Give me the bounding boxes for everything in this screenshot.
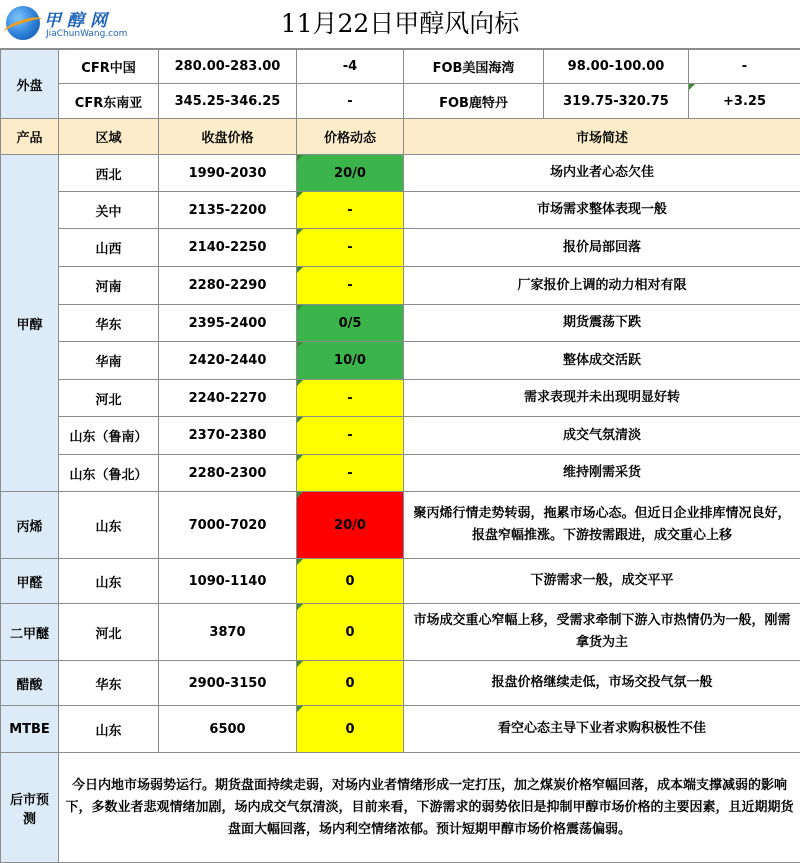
table-row bbox=[1, 455, 800, 492]
region-cell: 华南 bbox=[59, 342, 159, 380]
region-cell: 西北 bbox=[59, 155, 159, 192]
external-change: - bbox=[297, 84, 404, 119]
table-row bbox=[1, 492, 800, 559]
table-row bbox=[1, 192, 800, 229]
column-header-product: 产品 bbox=[1, 119, 59, 155]
summary-cell: 市场需求整体表现一般 bbox=[404, 192, 800, 229]
external-location: FOB鹿特丹 bbox=[404, 84, 544, 119]
summary-cell: 市场成交重心窄幅上移，受需求牵制下游入市热情仍为一般，刚需拿货为主 bbox=[404, 604, 800, 661]
table-row bbox=[1, 559, 800, 604]
forecast-row bbox=[1, 753, 800, 863]
region-cell: 河北 bbox=[59, 604, 159, 661]
change-cell: 20/0 bbox=[297, 155, 404, 192]
change-cell: 0 bbox=[297, 706, 404, 753]
change-cell: - bbox=[297, 229, 404, 267]
header bbox=[0, 0, 800, 49]
change-cell: - bbox=[297, 192, 404, 229]
price-cell: 2140-2250 bbox=[159, 229, 297, 267]
change-cell: 10/0 bbox=[297, 342, 404, 380]
summary-cell: 厂家报价上调的动力相对有限 bbox=[404, 267, 800, 305]
summary-cell: 报价局部回落 bbox=[404, 229, 800, 267]
page-title: 11月22日甲醇风向标 bbox=[0, 0, 800, 48]
summary-cell: 场内业者心态欠佳 bbox=[404, 155, 800, 192]
region-cell: 山东（鲁南） bbox=[59, 417, 159, 455]
price-cell: 7000-7020 bbox=[159, 492, 297, 559]
summary-cell: 需求表现并未出现明显好转 bbox=[404, 380, 800, 417]
table-row bbox=[1, 267, 800, 305]
table-row bbox=[1, 706, 800, 753]
price-cell: 1090-1140 bbox=[159, 559, 297, 604]
external-label: 外盘 bbox=[1, 50, 59, 119]
column-header-summary: 市场简述 bbox=[404, 119, 800, 155]
product-label: 丙烯 bbox=[1, 492, 59, 559]
summary-cell: 期货震荡下跌 bbox=[404, 305, 800, 342]
table-row bbox=[1, 229, 800, 267]
external-row-1 bbox=[1, 50, 800, 84]
column-header-change: 价格动态 bbox=[297, 119, 404, 155]
column-header-region: 区域 bbox=[59, 119, 159, 155]
region-cell: 山东 bbox=[59, 706, 159, 753]
table-row bbox=[1, 155, 800, 192]
region-cell: 山东 bbox=[59, 492, 159, 559]
change-cell: 20/0 bbox=[297, 492, 404, 559]
price-cell: 1990-2030 bbox=[159, 155, 297, 192]
summary-cell: 维持刚需采货 bbox=[404, 455, 800, 492]
price-cell: 2395-2400 bbox=[159, 305, 297, 342]
summary-cell: 成交气氛清淡 bbox=[404, 417, 800, 455]
product-label: MTBE bbox=[1, 706, 59, 753]
logo-text: 甲醇网 bbox=[44, 6, 113, 31]
product-label: 甲醛 bbox=[1, 559, 59, 604]
external-location: FOB美国海湾 bbox=[404, 50, 544, 84]
region-cell: 关中 bbox=[59, 192, 159, 229]
price-cell: 2900-3150 bbox=[159, 661, 297, 706]
summary-cell: 聚丙烯行情走势转弱，拖累市场心态。但近日企业排库情况良好，报盘窄幅推涨。下游按需跟进，成交重心上移 bbox=[404, 492, 800, 559]
region-cell: 山西 bbox=[59, 229, 159, 267]
region-cell: 华东 bbox=[59, 305, 159, 342]
change-cell: - bbox=[297, 455, 404, 492]
price-cell: 2135-2200 bbox=[159, 192, 297, 229]
table-row bbox=[1, 417, 800, 455]
external-location: CFR东南亚 bbox=[59, 84, 159, 119]
region-cell: 山东 bbox=[59, 559, 159, 604]
external-change: -4 bbox=[297, 50, 404, 84]
product-label: 醋酸 bbox=[1, 661, 59, 706]
price-cell: 2280-2300 bbox=[159, 455, 297, 492]
price-cell: 6500 bbox=[159, 706, 297, 753]
external-change: +3.25 bbox=[689, 84, 800, 119]
change-cell: 0/5 bbox=[297, 305, 404, 342]
price-cell: 2420-2440 bbox=[159, 342, 297, 380]
change-cell: - bbox=[297, 417, 404, 455]
change-cell: 0 bbox=[297, 604, 404, 661]
forecast-label: 后市预测 bbox=[1, 753, 59, 863]
external-price: 345.25-346.25 bbox=[159, 84, 297, 119]
product-label: 二甲醚 bbox=[1, 604, 59, 661]
change-cell: - bbox=[297, 380, 404, 417]
table-row bbox=[1, 380, 800, 417]
external-location: CFR中国 bbox=[59, 50, 159, 84]
price-table bbox=[0, 49, 800, 863]
price-cell: 2370-2380 bbox=[159, 417, 297, 455]
change-cell: - bbox=[297, 267, 404, 305]
summary-cell: 整体成交活跃 bbox=[404, 342, 800, 380]
table-row bbox=[1, 661, 800, 706]
product-label: 甲醇 bbox=[1, 155, 59, 492]
region-cell: 山东（鲁北） bbox=[59, 455, 159, 492]
logo-url: JiaChunWang.com bbox=[46, 29, 127, 39]
region-cell: 河南 bbox=[59, 267, 159, 305]
column-header-row bbox=[1, 119, 800, 155]
price-cell: 2240-2270 bbox=[159, 380, 297, 417]
table-row bbox=[1, 342, 800, 380]
external-price: 319.75-320.75 bbox=[544, 84, 689, 119]
external-price: 98.00-100.00 bbox=[544, 50, 689, 84]
region-cell: 华东 bbox=[59, 661, 159, 706]
summary-cell: 下游需求一般，成交平平 bbox=[404, 559, 800, 604]
table-row bbox=[1, 305, 800, 342]
region-cell: 河北 bbox=[59, 380, 159, 417]
change-cell: 0 bbox=[297, 559, 404, 604]
summary-cell: 报盘价格继续走低，市场交投气氛一般 bbox=[404, 661, 800, 706]
price-cell: 2280-2290 bbox=[159, 267, 297, 305]
price-cell: 3870 bbox=[159, 604, 297, 661]
summary-cell: 看空心态主导下业者求购积极性不佳 bbox=[404, 706, 800, 753]
forecast-text: 今日内地市场弱势运行。期货盘面持续走弱，对场内业者情绪形成一定打压，加之煤炭价格窄幅回落，成本端支撑减弱的影响下，多数业者悲观情绪加剧，场内成交气氛清淡，目前来看，下游需求的弱势依旧是抑制甲醇市场价格的主要因素，且近期期货盘面大幅回落，场内利空情绪浓郁。预计短期甲醇市场价格震荡偏弱。 bbox=[59, 753, 800, 863]
change-cell: 0 bbox=[297, 661, 404, 706]
external-price: 280.00-283.00 bbox=[159, 50, 297, 84]
external-change: - bbox=[689, 50, 800, 84]
table-row bbox=[1, 604, 800, 661]
column-header-price: 收盘价格 bbox=[159, 119, 297, 155]
external-row-2 bbox=[1, 84, 800, 119]
